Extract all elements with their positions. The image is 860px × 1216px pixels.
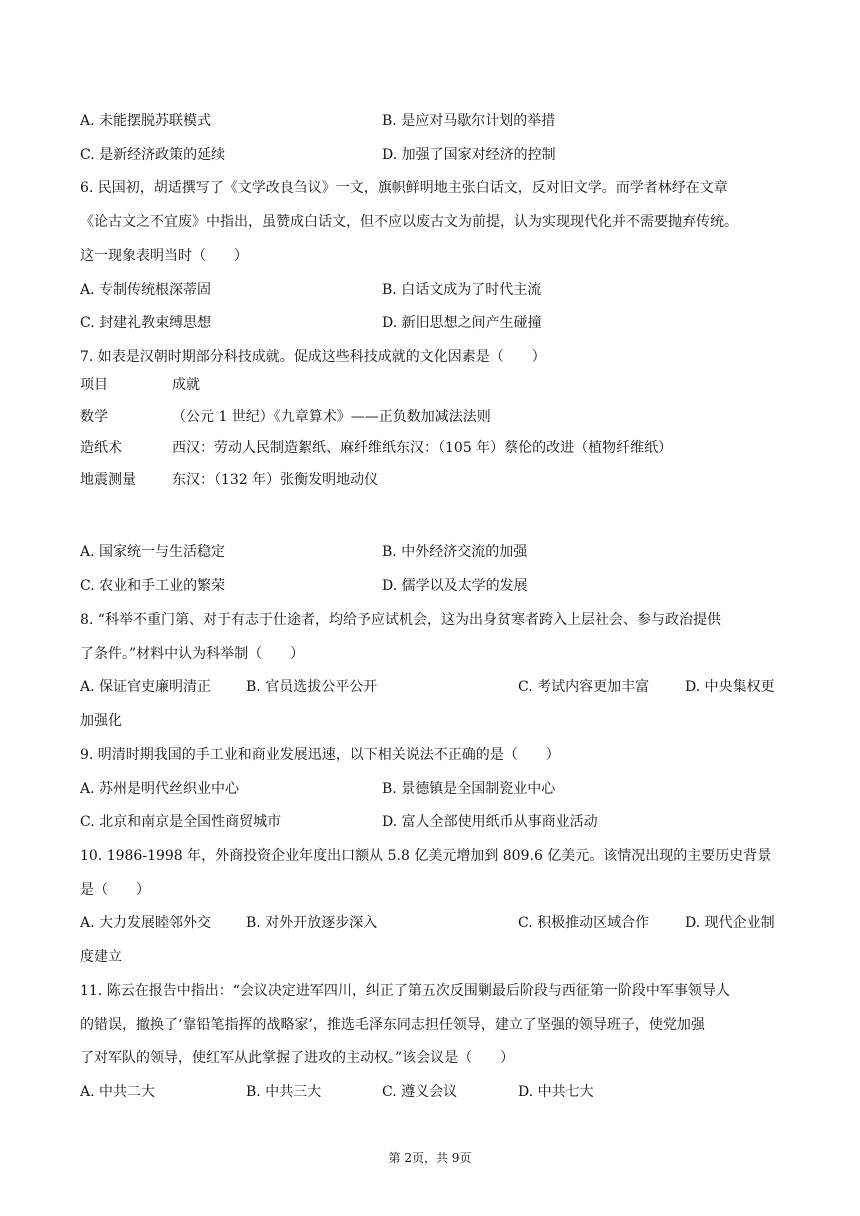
q7-table-row-1-achievement: （公元 1 世纪）《九章算术》——正负数加减法法则 <box>172 409 491 425</box>
q6-stem-line-2: 《论古文之不宜废》中指出，虽赞成白话文，但不应以废古文为前提，认为实现现代化并不需要抛弃传统。 <box>80 214 738 230</box>
q8-option-a: A. 保证官吏廉明清正 <box>80 679 212 695</box>
q9-option-c: C. 北京和南京是全国性商贸城市 <box>80 814 282 830</box>
q10-stem-line-1: 10. 1986-1998 年，外商投资企业年度出口额从 5.8 亿美元增加到 809.6 亿美元。该情况出现的主要历史背景 <box>80 848 772 864</box>
q8-option-c: C. 考试内容更加丰富 <box>518 679 650 695</box>
q8-option-b: B. 官员选拔公平公开 <box>246 679 378 695</box>
q7-option-d: D. 儒学以及太学的发展 <box>382 578 528 594</box>
q6-option-c: C. 封建礼教束缚思想 <box>80 315 212 331</box>
q7-table-row-1-item: 数学 <box>80 409 108 425</box>
q11-stem-line-2: 的错误，撤换了‘靠铅笔指挥的战略家’，推选毛泽东同志担任领导，建立了坚强的领导班子，使党加强 <box>80 1017 705 1033</box>
q7-table-row-2-item: 造纸术 <box>80 440 122 456</box>
q5-option-a: A. 未能摆脱苏联模式 <box>80 113 212 129</box>
q7-table-row-3-item: 地震测量 <box>80 472 136 488</box>
q5-option-d: D. 加强了国家对经济的控制 <box>382 147 556 163</box>
q11-option-d: D. 中共七大 <box>518 1084 594 1100</box>
q8-stem-line-2: 了条件。”材料中认为科举制（ ） <box>80 646 305 662</box>
q9-option-d: D. 富人全部使用纸币从事商业活动 <box>382 814 598 830</box>
q10-option-d-wrap: 度建立 <box>80 949 122 965</box>
q7-table-header-achievement: 成就 <box>172 377 200 393</box>
q6-option-d: D. 新旧思想之间产生碰撞 <box>382 315 542 331</box>
q6-option-a: A. 专制传统根深蒂固 <box>80 282 212 298</box>
q7-table-header-item: 项目 <box>80 377 108 393</box>
q11-stem-line-3: 了对军队的领导，使红军从此掌握了进攻的主动权。”该会议是（ ） <box>80 1050 515 1066</box>
q5-option-c: C. 是新经济政策的延续 <box>80 147 226 163</box>
q7-option-c: C. 农业和手工业的繁荣 <box>80 578 226 594</box>
q7-stem: 7. 如表是汉朝时期部分科技成就。促成这些科技成就的文化因素是（ ） <box>80 349 546 365</box>
q10-option-b: B. 对外开放逐步深入 <box>246 915 378 931</box>
q8-option-d: D. 中央集权更 <box>685 679 775 695</box>
q7-table-row-3-achievement: 东汉：（132 年）张衡发明地动仪 <box>172 472 379 488</box>
q10-option-a: A. 大力发展睦邻外交 <box>80 915 212 931</box>
q8-stem-line-1: 8. “科举不重门第、对于有志于仕途者，均给予应试机会，这为出身贫寒者跨入上层社会、参与政治提供 <box>80 612 721 628</box>
q10-option-d: D. 现代企业制 <box>685 915 775 931</box>
q6-stem-line-1: 6. 民国初，胡适撰写了《文学改良刍议》一文，旗帜鲜明地主张白话文，反对旧文学。而学者林纾在文章 <box>80 180 728 196</box>
q10-stem-line-2: 是（ ） <box>80 882 150 898</box>
page-number: 第 2页，共 9页 <box>388 1151 472 1165</box>
q6-stem-line-3: 这一现象表明当时（ ） <box>80 248 248 264</box>
q9-stem: 9. 明清时期我国的手工业和商业发展迅速，以下相关说法不正确的是（ ） <box>80 747 560 763</box>
q9-option-a: A. 苏州是明代丝织业中心 <box>80 781 240 797</box>
q11-option-b: B. 中共三大 <box>246 1084 322 1100</box>
q11-stem-line-1: 11. 陈云在报告中指出：“会议决定进军四川，纠正了第五次反围剿最后阶段与西征第一阶段中军事领导人 <box>80 983 730 999</box>
q7-option-a: A. 国家统一与生活稳定 <box>80 544 226 560</box>
q11-option-a: A. 中共二大 <box>80 1084 156 1100</box>
q7-option-b: B. 中外经济交流的加强 <box>382 544 528 560</box>
q9-option-b: B. 景德镇是全国制瓷业中心 <box>382 781 556 797</box>
q10-option-c: C. 积极推动区域合作 <box>518 915 650 931</box>
q7-table-row-2-achievement: 西汉：劳动人民制造絮纸、麻纤维纸东汉：（105 年）蔡伦的改进（植物纤维纸） <box>172 440 673 456</box>
q11-option-c: C. 遵义会议 <box>382 1084 458 1100</box>
q5-option-b: B. 是应对马歇尔计划的举措 <box>382 113 556 129</box>
q6-option-b: B. 白话文成为了时代主流 <box>382 282 542 298</box>
q8-option-d-wrap: 加强化 <box>80 713 122 729</box>
